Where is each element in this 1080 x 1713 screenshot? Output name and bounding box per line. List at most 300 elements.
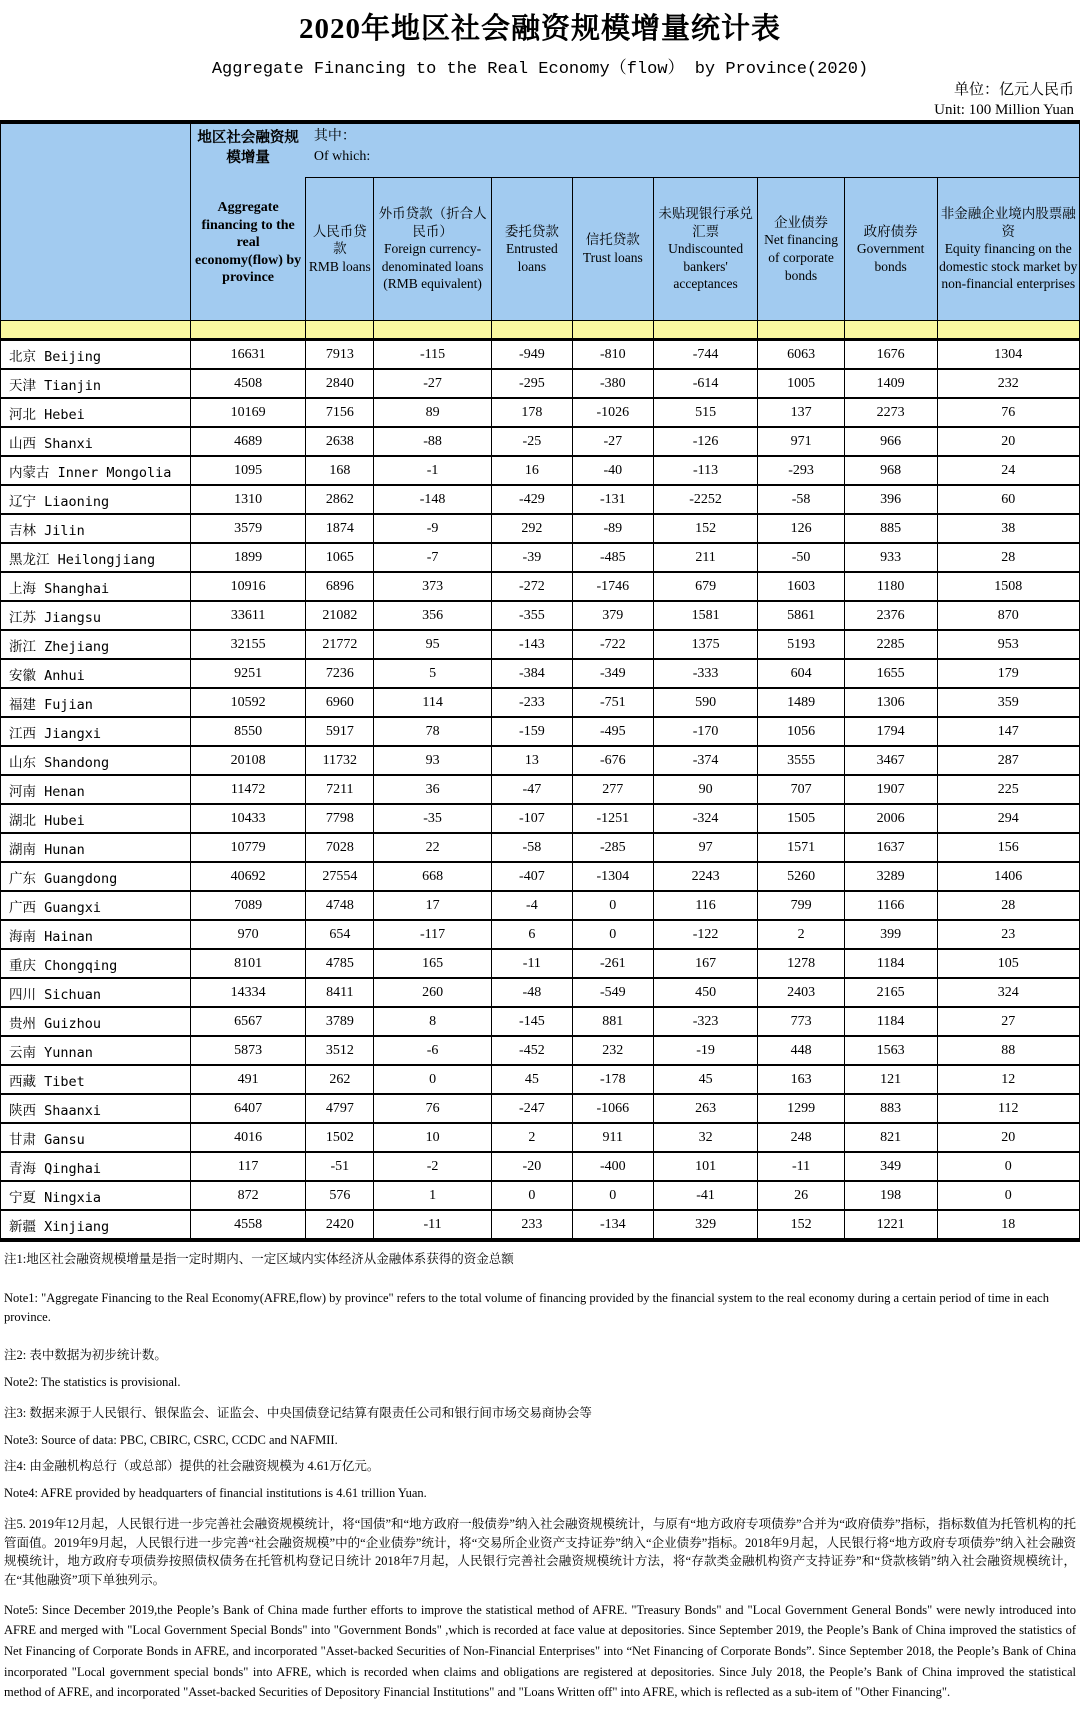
province-cell: 辽宁 Liaoning [1,485,191,514]
table-row [1,572,1080,601]
note-3-zh: 注3: 数据来源于人民银行、银保监会、证监会、中央国债登记结算有限责任公司和银行间市场交易商协会等 [4,1405,592,1420]
value-cell: -676 [572,746,653,775]
value-cell: 2285 [844,630,937,659]
value-cell: 5873 [190,1036,305,1065]
value-cell: 10592 [190,688,305,717]
note-1-en: Note1: "Aggregate Financing to the Real Economy(AFRE,flow) by province" refers to the total volume of financing provided by the financial system to the real economy during a certain period of time in each province. [4,1290,1049,1324]
value-cell: -751 [572,688,653,717]
value-cell: 883 [844,1094,937,1123]
value-cell: -1251 [572,804,653,833]
value-cell: 1899 [190,543,305,572]
value-cell: -143 [491,630,572,659]
value-cell: 2273 [844,398,937,427]
value-cell: 12 [937,1065,1080,1094]
column-header-en: Entrusted loans [505,241,558,274]
value-cell: 95 [374,630,492,659]
table-row [1,804,1080,833]
value-cell: -47 [491,775,572,804]
value-cell: -107 [491,804,572,833]
value-cell: 2420 [306,1210,374,1240]
value-cell: 349 [844,1152,937,1181]
aggregate-header-en: Aggregate financing to the real economy(flow) by province [195,200,302,286]
province-cell: 广西 Guangxi [1,891,191,920]
value-cell: -25 [491,427,572,456]
value-cell: 248 [758,1123,844,1152]
value-cell: 10916 [190,572,305,601]
table-row [1,717,1080,746]
value-cell: 152 [758,1210,844,1240]
of-which-zh: 其中： [313,129,356,144]
column-header-zh: 未贴现银行承兑汇票 [658,206,753,239]
value-cell: 232 [937,369,1080,398]
value-cell: 1 [374,1181,492,1210]
value-cell: -145 [491,1007,572,1036]
value-cell: 198 [844,1181,937,1210]
value-cell: 953 [937,630,1080,659]
value-cell: 373 [374,572,492,601]
value-cell: 76 [374,1094,492,1123]
value-cell: 1563 [844,1036,937,1065]
value-cell: 911 [572,1123,653,1152]
value-cell: 76 [937,398,1080,427]
value-cell: 356 [374,601,492,630]
province-cell: 江苏 Jiangsu [1,601,191,630]
value-cell: -614 [653,369,758,398]
value-cell: 1874 [306,514,374,543]
value-cell: 1299 [758,1094,844,1123]
value-cell: -495 [572,717,653,746]
value-cell: 22 [374,833,492,862]
value-cell: -27 [374,369,492,398]
value-cell: 0 [374,1065,492,1094]
value-cell: 40692 [190,862,305,891]
province-cell: 贵州 Guizhou [1,1007,191,1036]
value-cell: 10433 [190,804,305,833]
table-body [1,340,1080,1241]
value-cell: 1375 [653,630,758,659]
note-1-zh: 注1:地区社会融资规模增量是指一定时期内、一定区域内实体经济从金融体系获得的资金总额 [4,1252,514,1266]
value-cell: -159 [491,717,572,746]
column-header-4 [491,178,572,321]
province-cell: 河北 Hebei [1,398,191,427]
afre-statistics-table [0,120,1080,1242]
province-cell: 湖南 Hunan [1,833,191,862]
note-3-en: Note3: Source of data: PBC, CBIRC, CSRC, CCDC and NAFMII. [4,1432,338,1447]
value-cell: 260 [374,978,492,1007]
unit-label-zh: 单位：亿元人民币 [953,82,1074,98]
value-cell: 881 [572,1007,653,1036]
column-header-zh: 非金融企业境内股票融资 [940,206,1076,239]
value-cell: 89 [374,398,492,427]
yellow-strip-cell [306,321,374,340]
value-cell: 0 [572,1181,653,1210]
value-cell: 1184 [844,1007,937,1036]
value-cell: 2840 [306,369,374,398]
value-cell: 971 [758,427,844,456]
value-cell: -126 [653,427,758,456]
value-cell: 20 [937,1123,1080,1152]
value-cell: 90 [653,775,758,804]
yellow-strip-cell [844,321,937,340]
value-cell: -380 [572,369,653,398]
column-header-8 [844,178,937,321]
column-header-zh: 委托贷款 [504,223,559,239]
value-cell: 6896 [306,572,374,601]
value-cell: -89 [572,514,653,543]
value-cell: 966 [844,427,937,456]
province-cell: 西藏 Tibet [1,1065,191,1094]
table-row [1,398,1080,427]
province-cell: 海南 Hainan [1,920,191,949]
province-cell: 内蒙古 Inner Mongolia [1,456,191,485]
document-page [0,6,1080,1713]
value-cell: 0 [937,1181,1080,1210]
column-header-zh: 人民币贷款 [312,223,367,257]
column-header-en: Undiscounted bankers' acceptances [668,241,744,292]
yellow-strip-cell [1,321,191,340]
value-cell: 970 [190,920,305,949]
page-title: 2020年地区社会融资规模增量统计表 [298,13,781,45]
value-cell: 7156 [306,398,374,427]
value-cell: 163 [758,1065,844,1094]
value-cell: 33611 [190,601,305,630]
value-cell: 101 [653,1152,758,1181]
column-header-6 [653,178,758,321]
value-cell: 6567 [190,1007,305,1036]
value-cell: -1026 [572,398,653,427]
value-cell: -6 [374,1036,492,1065]
table-row [1,920,1080,949]
table-row [1,659,1080,688]
of-which-header [306,122,1080,178]
value-cell: 17 [374,891,492,920]
value-cell: 26 [758,1181,844,1210]
header-yellow-strip [1,321,1080,340]
value-cell: 3512 [306,1036,374,1065]
value-cell: 1065 [306,543,374,572]
province-cell: 天津 Tianjin [1,369,191,398]
value-cell: 668 [374,862,492,891]
value-cell: 1310 [190,485,305,514]
value-cell: 1221 [844,1210,937,1240]
value-cell: 872 [190,1181,305,1210]
value-cell: 3555 [758,746,844,775]
value-cell: -272 [491,572,572,601]
value-cell: 13 [491,746,572,775]
value-cell: 0 [937,1152,1080,1181]
table-row [1,1181,1080,1210]
value-cell: 1406 [937,862,1080,891]
value-cell: 28 [937,543,1080,572]
value-cell: 821 [844,1123,937,1152]
value-cell: 7211 [306,775,374,804]
column-header-2 [306,178,374,321]
table-row [1,1007,1080,1036]
column-header-aggregate [190,122,305,321]
value-cell: 0 [572,920,653,949]
value-cell: 1907 [844,775,937,804]
column-header-en: RMB loans [308,258,371,274]
value-cell: 294 [937,804,1080,833]
column-header-en: Trust loans [582,250,643,265]
table-row [1,369,1080,398]
value-cell: 773 [758,1007,844,1036]
value-cell: 21772 [306,630,374,659]
value-cell: -7 [374,543,492,572]
value-cell: 8 [374,1007,492,1036]
value-cell: 9251 [190,659,305,688]
value-cell: 1571 [758,833,844,862]
value-cell: -40 [572,456,653,485]
value-cell: 20108 [190,746,305,775]
value-cell: 137 [758,398,844,427]
value-cell: 1505 [758,804,844,833]
value-cell: 5917 [306,717,374,746]
value-cell: 604 [758,659,844,688]
value-cell: -722 [572,630,653,659]
value-cell: 359 [937,688,1080,717]
value-cell: -549 [572,978,653,1007]
value-cell: -131 [572,485,653,514]
value-cell: -19 [653,1036,758,1065]
province-cell: 陕西 Shaanxi [1,1094,191,1123]
province-cell: 北京 Beijing [1,340,191,370]
value-cell: -1304 [572,862,653,891]
value-cell: 3789 [306,1007,374,1036]
value-cell: -9 [374,514,492,543]
value-cell: 5861 [758,601,844,630]
value-cell: 121 [844,1065,937,1094]
value-cell: -485 [572,543,653,572]
value-cell: 2862 [306,485,374,514]
value-cell: 4016 [190,1123,305,1152]
column-header-5 [572,178,653,321]
value-cell: 6407 [190,1094,305,1123]
value-cell: -27 [572,427,653,456]
province-cell: 山西 Shanxi [1,427,191,456]
value-cell: 7236 [306,659,374,688]
value-cell: 5193 [758,630,844,659]
value-cell: -233 [491,688,572,717]
value-cell: -744 [653,340,758,370]
value-cell: 78 [374,717,492,746]
value-cell: 2 [758,920,844,949]
value-cell: 1508 [937,572,1080,601]
value-cell: 2 [491,1123,572,1152]
corner-empty-cell [1,122,191,321]
table-row [1,978,1080,1007]
province-cell: 吉林 Jilin [1,514,191,543]
value-cell: 654 [306,920,374,949]
value-cell: 225 [937,775,1080,804]
table-row [1,775,1080,804]
value-cell: 4748 [306,891,374,920]
value-cell: 1095 [190,456,305,485]
value-cell: 576 [306,1181,374,1210]
header-row-top [1,122,1080,178]
value-cell: -429 [491,485,572,514]
value-cell: 5260 [758,862,844,891]
value-cell: 292 [491,514,572,543]
value-cell: 1184 [844,949,937,978]
value-cell: -58 [491,833,572,862]
value-cell: -349 [572,659,653,688]
value-cell: 5 [374,659,492,688]
value-cell: 0 [491,1181,572,1210]
value-cell: 7798 [306,804,374,833]
value-cell: 4558 [190,1210,305,1240]
table-row [1,1152,1080,1181]
value-cell: -1 [374,456,492,485]
value-cell: 2006 [844,804,937,833]
value-cell: 590 [653,688,758,717]
table-row [1,514,1080,543]
value-cell: -115 [374,340,492,370]
value-cell: -50 [758,543,844,572]
value-cell: 27 [937,1007,1080,1036]
column-header-en: Equity financing on the domestic stock market by non-financial enterprises [939,241,1078,292]
table-row [1,833,1080,862]
value-cell: 114 [374,688,492,717]
value-cell: 277 [572,775,653,804]
table-row [1,862,1080,891]
note-2-zh: 注2: 表中数据为初步统计数。 [4,1348,167,1363]
value-cell: 4689 [190,427,305,456]
value-cell: -178 [572,1065,653,1094]
table-row [1,543,1080,572]
value-cell: -384 [491,659,572,688]
table-row [1,1065,1080,1094]
value-cell: 27554 [306,862,374,891]
value-cell: -88 [374,427,492,456]
yellow-strip-cell [491,321,572,340]
value-cell: -39 [491,543,572,572]
column-header-en: Government bonds [856,241,925,274]
value-cell: 8101 [190,949,305,978]
value-cell: 97 [653,833,758,862]
table-row [1,1123,1080,1152]
value-cell: 799 [758,891,844,920]
value-cell: 491 [190,1065,305,1094]
yellow-strip-cell [937,321,1080,340]
value-cell: 179 [937,659,1080,688]
value-cell: 515 [653,398,758,427]
value-cell: 60 [937,485,1080,514]
province-cell: 广东 Guangdong [1,862,191,891]
column-header-7 [758,178,844,321]
value-cell: 396 [844,485,937,514]
value-cell: 1306 [844,688,937,717]
value-cell: 7028 [306,833,374,862]
value-cell: 233 [491,1210,572,1240]
value-cell: 16631 [190,340,305,370]
value-cell: -400 [572,1152,653,1181]
value-cell: 870 [937,601,1080,630]
value-cell: -58 [758,485,844,514]
value-cell: 4797 [306,1094,374,1123]
yellow-strip-cell [653,321,758,340]
value-cell: 11732 [306,746,374,775]
value-cell: 1180 [844,572,937,601]
value-cell: 450 [653,978,758,1007]
value-cell: 6960 [306,688,374,717]
value-cell: -407 [491,862,572,891]
province-cell: 浙江 Zhejiang [1,630,191,659]
table-row [1,601,1080,630]
yellow-strip-cell [572,321,653,340]
column-header-zh: 信托贷款 [585,232,640,248]
value-cell: 262 [306,1065,374,1094]
table-row [1,485,1080,514]
province-cell: 江西 Jiangxi [1,717,191,746]
column-header-zh: 政府债券 [863,223,918,239]
value-cell: -20 [491,1152,572,1181]
value-cell: 6063 [758,340,844,370]
table-row [1,891,1080,920]
value-cell: 7913 [306,340,374,370]
note-5-zh: 注5. 2019年12月起，人民银行进一步完善社会融资规模统计，将“国债”和“地方政府一般债券”纳入社会融资规模统计，与原有“地方政府专项债券”合并为“政府债券”指标，指标数值为托管机构的托管面值。2019年9月起，人民银行进一步完善“社会融资规模”中的“企业债券”统计，将“交易所企业资产支持证券”纳入“企业债券”指标。2018年9月起，人民银行将“地方政府专项债券”纳入社会融资规模统计，地方政府专项债券按照债权债务在托管机构登记日统计 2018年7月起，人民银行完善社会融资规模统计方法，将“存款类金融机构资产支持证券”和“贷款核销”纳入社会融资规模统计，在“其他融资”项下单独列示。 [4,1516,1076,1587]
value-cell: 287 [937,746,1080,775]
value-cell: -4 [491,891,572,920]
value-cell: -117 [374,920,492,949]
unit-label [0,81,1080,120]
value-cell: 379 [572,601,653,630]
province-cell: 新疆 Xinjiang [1,1210,191,1240]
value-cell: 448 [758,1036,844,1065]
value-cell: 1676 [844,340,937,370]
table-row [1,949,1080,978]
province-cell: 青海 Qinghai [1,1152,191,1181]
value-cell: -261 [572,949,653,978]
value-cell: 3579 [190,514,305,543]
value-cell: -11 [491,949,572,978]
value-cell: 4508 [190,369,305,398]
note-4-en: Note4: AFRE provided by headquarters of financial institutions is 4.61 trillion Yuan. [4,1486,427,1500]
value-cell: 23 [937,920,1080,949]
value-cell: -324 [653,804,758,833]
value-cell: 32 [653,1123,758,1152]
value-cell: -293 [758,456,844,485]
value-cell: 14334 [190,978,305,1007]
value-cell: 968 [844,456,937,485]
value-cell: 32155 [190,630,305,659]
value-cell: 88 [937,1036,1080,1065]
value-cell: 1637 [844,833,937,862]
value-cell: 28 [937,891,1080,920]
value-cell: 1581 [653,601,758,630]
yellow-strip-cell [190,321,305,340]
province-cell: 福建 Fujian [1,688,191,717]
value-cell: -949 [491,340,572,370]
value-cell: 1166 [844,891,937,920]
value-cell: 117 [190,1152,305,1181]
value-cell: 1489 [758,688,844,717]
value-cell: 116 [653,891,758,920]
value-cell: 263 [653,1094,758,1123]
column-header-3 [374,178,492,321]
value-cell: 10 [374,1123,492,1152]
value-cell: -1066 [572,1094,653,1123]
table-row [1,340,1080,370]
value-cell: 20 [937,427,1080,456]
column-header-en: Net financing of corporate bonds [764,232,838,283]
value-cell: -355 [491,601,572,630]
value-cell: 38 [937,514,1080,543]
province-cell: 甘肃 Gansu [1,1123,191,1152]
province-cell: 重庆 Chongqing [1,949,191,978]
value-cell: -2 [374,1152,492,1181]
value-cell: 126 [758,514,844,543]
